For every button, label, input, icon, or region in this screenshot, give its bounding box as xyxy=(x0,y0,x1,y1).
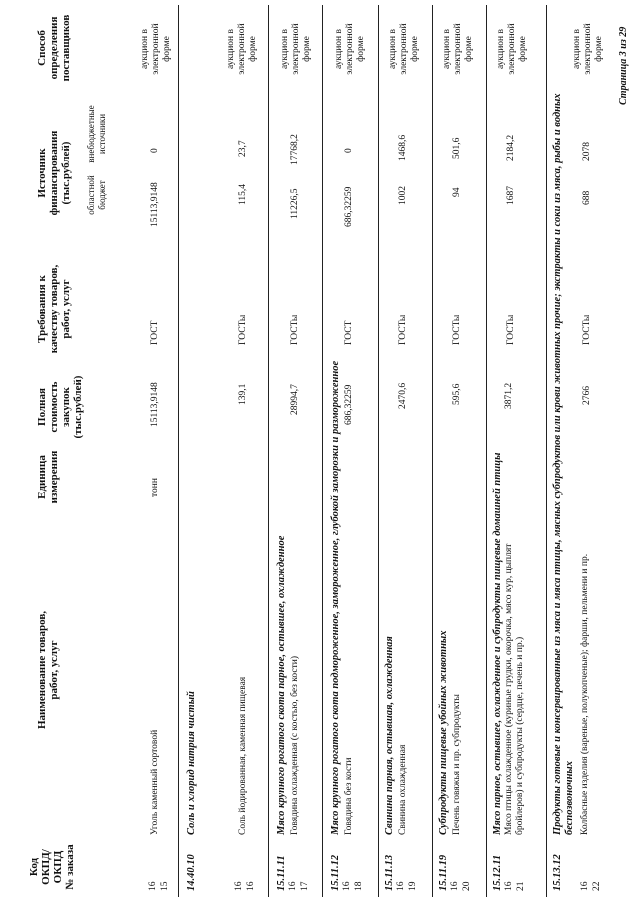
section-title: Свинина парная, остывшая, охлажденная xyxy=(384,636,395,835)
section-code: 15.11.13 xyxy=(384,854,395,891)
header-unit: Единица измерения xyxy=(36,450,60,504)
row-method: аукцион в электронной форме xyxy=(334,23,366,75)
row-budget: 94 xyxy=(452,187,462,197)
row-divider xyxy=(322,5,323,897)
row-divider xyxy=(546,5,547,897)
row-extra: 17768,2 xyxy=(290,134,300,165)
row-method: аукцион в электронной форме xyxy=(388,23,420,75)
row-name: Говядина охлажденная (с костью, без кости) xyxy=(290,655,300,835)
row-order: 15 xyxy=(160,881,170,891)
row-method: аукцион в электронной форме xyxy=(140,23,172,75)
row-quality: ГОСТы xyxy=(506,314,516,345)
row-num: 16 xyxy=(234,881,244,891)
row-method: аукцион в электронной форме xyxy=(280,23,312,75)
row-cost: 2766 xyxy=(582,386,592,405)
row-divider xyxy=(486,5,487,897)
row-num: 16 xyxy=(580,881,590,891)
row-cost: 2470,6 xyxy=(398,382,408,409)
row-num: 16 xyxy=(504,881,514,891)
row-cost: 686,32259 xyxy=(344,384,354,425)
row-quality: ГОСТы xyxy=(398,314,408,345)
row-divider xyxy=(178,5,179,897)
row-quality: ГОСТ xyxy=(344,320,354,345)
row-quality: ГОСТы xyxy=(238,314,248,345)
section-code: 15.11.19 xyxy=(438,854,449,891)
row-budget: 688 xyxy=(582,190,592,205)
row-name: Соль йодированная, каменная пищевая xyxy=(238,676,248,835)
row-method: аукцион в электронной форме xyxy=(442,23,474,75)
row-num: 16 xyxy=(148,881,158,891)
row-order: 20 xyxy=(462,881,472,891)
section-title: Продукты готовые и консервированные из мяса и мяса птицы, мясных субпродуктов или крови животных прочие; экстракты и соки из мяса, рыбы и водных беспозвоночных xyxy=(552,93,575,835)
header-method: Способ определения поставщиков xyxy=(36,14,72,82)
section-title: Субпродукты пищевые убойных животных xyxy=(438,630,449,835)
row-name: Говядина без кости xyxy=(344,757,354,835)
row-extra: 501,6 xyxy=(452,137,462,159)
header-quality: Требования к качеству товаров, работ, услуг xyxy=(36,264,72,354)
header-full-cost: Полная стоимость закупок (тыс.рублей) xyxy=(36,375,84,439)
row-cost: 139,1 xyxy=(238,383,248,405)
page-number: Страница 3 из 29 xyxy=(618,26,629,105)
row-num: 16 xyxy=(450,881,460,891)
row-budget: 15113,9148 xyxy=(150,182,160,227)
row-num: 16 xyxy=(342,881,352,891)
row-divider xyxy=(378,5,379,897)
section-title: Мясо крупного рогатого скота парное, остывшее, охлажденное xyxy=(276,535,287,835)
row-extra: 0 xyxy=(150,148,160,153)
section-title: Мясо крупного рогатого скота подмороженное, замороженное, глубокой заморозки и размороженное xyxy=(330,360,341,835)
row-quality: ГОСТ xyxy=(150,320,160,345)
header-finance-regional: областной бюджет xyxy=(86,175,107,215)
header-finance: Источник финансирования (тыс.рублей) xyxy=(36,130,72,216)
row-budget: 1002 xyxy=(398,186,408,205)
row-num: 16 xyxy=(396,881,406,891)
row-budget: 1687 xyxy=(506,186,516,205)
row-method: аукцион в электронной форме xyxy=(226,23,258,75)
row-quality: ГОСТы xyxy=(452,314,462,345)
row-quality: ГОСТы xyxy=(290,314,300,345)
row-divider xyxy=(432,5,433,897)
row-name: Печень говяжья и пр. субпродукты xyxy=(452,694,462,835)
header-code-line3: ОКПД xyxy=(52,850,64,884)
row-extra: 23,7 xyxy=(238,140,248,157)
row-budget: 686,32259 xyxy=(344,186,354,227)
row-cost: 595,6 xyxy=(452,383,462,405)
section-code: 15.12.11 xyxy=(492,854,503,891)
row-name: Уголь каменный сортовой xyxy=(150,729,160,835)
header-finance-extra: внебюджетные источники xyxy=(86,105,107,163)
row-order: 19 xyxy=(408,881,418,891)
row-extra: 2078 xyxy=(582,142,592,161)
row-order: 16 xyxy=(246,881,256,891)
row-divider xyxy=(268,5,269,897)
row-num: 16 xyxy=(288,881,298,891)
row-name: Мясо птицы охлажденное (куриные грудки, окорочка, мясо кур, цыплят бройлеров) и субпродукты (сердце, печень и пр.) xyxy=(504,543,525,835)
header-code-line4: № заказа xyxy=(64,844,76,890)
row-order: 17 xyxy=(300,881,310,891)
row-unit: тонн xyxy=(150,478,160,497)
row-cost: 15113,9148 xyxy=(150,382,160,427)
row-cost: 3871,2 xyxy=(504,382,514,409)
row-budget: 115,4 xyxy=(238,183,248,205)
section-title: Мясо парное, остывшее, охлажденное и субпродукты пищевые домашней птицы xyxy=(492,452,503,835)
header-code xyxy=(28,837,76,897)
row-name: Колбасные изделия (вареные, полукопченые); фарши, пельмени и пр. xyxy=(580,553,590,835)
row-method: аукцион в электронной форме xyxy=(496,23,528,75)
header-name: Наименование товаров, работ, услуг xyxy=(36,610,60,730)
row-method: аукцион в электронной форме xyxy=(572,23,604,75)
section-code: 15.11.12 xyxy=(330,854,341,891)
row-cost: 28994,7 xyxy=(290,384,300,415)
section-code: 15.13.12 xyxy=(552,854,563,891)
row-order: 22 xyxy=(592,881,602,891)
row-extra: 2184,2 xyxy=(506,134,516,161)
section-code: 14.40.10 xyxy=(186,854,197,891)
row-budget: 11226,5 xyxy=(290,188,300,219)
row-order: 18 xyxy=(354,881,364,891)
row-order: 21 xyxy=(516,881,526,891)
header-code-line2: ОКПД/ xyxy=(40,849,52,885)
row-name: Свинина охлажденная xyxy=(398,744,408,835)
section-title: Соль и хлорид натрия чистый xyxy=(186,691,197,835)
row-extra: 1468,6 xyxy=(398,134,408,161)
section-code: 15.11.11 xyxy=(276,855,287,891)
row-quality: ГОСТы xyxy=(582,314,592,345)
row-extra: 0 xyxy=(344,148,354,153)
header-code-line1: Код xyxy=(28,857,40,877)
